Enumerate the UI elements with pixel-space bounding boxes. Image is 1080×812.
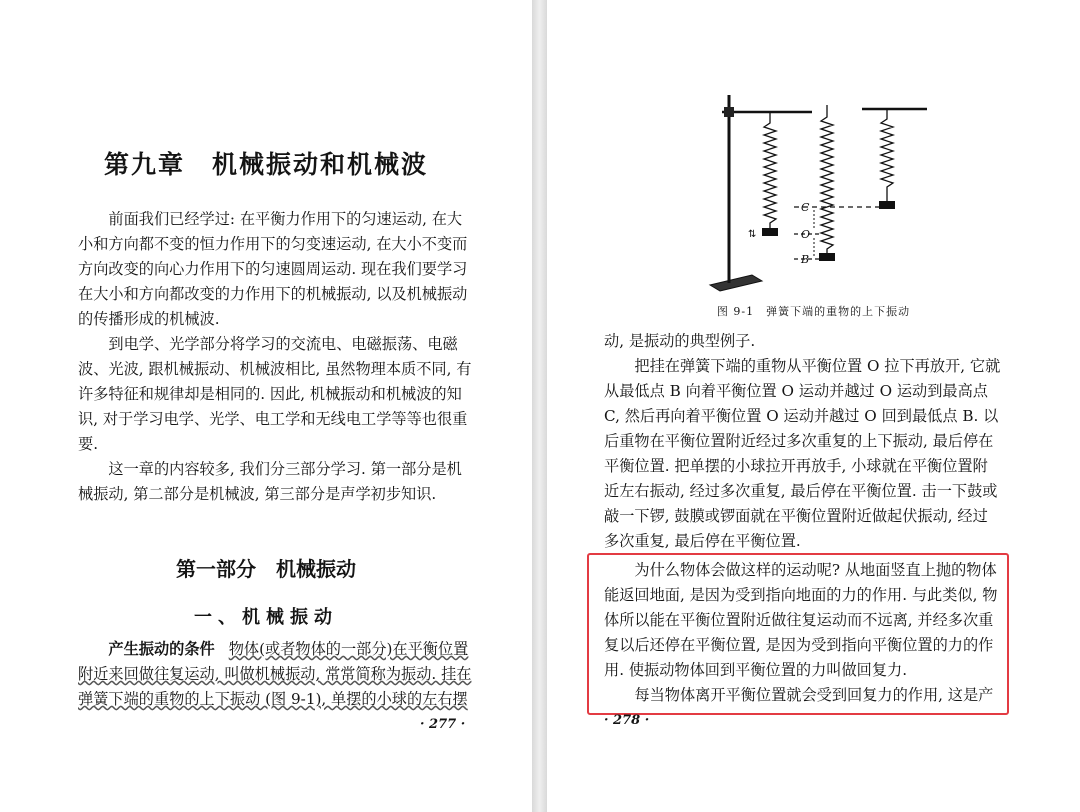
right-text [604,329,1002,554]
right-page [547,0,1080,812]
highlight-paragraph: 为什么物体会做这样的运动呢? 从地面竖直上抛的物体能返回地面, 是因为受到指向地面的力的作用. 与此类似, 物体所以能在平衡位置附近做往复运动而不远离, 并经多次重复以后还停在平衡位置, 是因为受到指向平衡位置的力的作用. 使振动物体回到平衡位置的力叫做回复力. [604,561,998,679]
intro-paragraph: 前面我们已经学过: 在平衡力作用下的匀速运动, 在大小和方向都不变的恒力作用下的匀变速运动, 在大小不变而方向改变的向心力作用下的匀速圆周运动. 现在我们要学习在大小和方向都改变的力作用下的机械振动, 以及机械振动的传播形成的机械波. [78,210,468,328]
chapter-title: 第九章 机械振动和机械波 [103,150,428,179]
intro-text [78,207,475,507]
section-title: 一、机械振动 [194,607,338,628]
section-body-text: 物体(或者物体的一部分)在平衡位置附近来回做往复运动, 叫做机械振动, 常常简称为振动. 挂在弹簧下端的重物的上下振动 (图 9-1), 单摆的小球的左右摆 [78,640,472,708]
continuation-text: 动, 是振动的典型例子. [604,332,756,350]
label-o: O [801,228,811,241]
page-number: · 278 · [604,713,650,728]
part-title: 第一部分 机械振动 [176,557,356,581]
left-page [0,0,532,812]
paragraph-text: 把挂在弹簧下端的重物从平衡位置 O 拉下再放开, 它就从最低点 B 向着平衡位置 O 运动并越过 O 运动到最高点 C, 然后再向着平衡位置 O 运动并越过 O 回到最低点 B. 以后重物在平衡位置附近经过多次重复的上下振动, 最后停在平衡位置. 把单摆的小球拉开再放手, 小球就在平衡位置附近左右振动, 经过多次重复, 最后停在平衡位置. 击一下鼓或敲一下锣, 鼓膜或锣面就在平衡位置附近做起伏振动, 经过多次重复, 最后停在平衡位置. [604,357,1001,550]
svg-text:⇅: ⇅ [748,229,757,240]
label-c: C [801,201,810,214]
intro-paragraph: 这一章的内容较多, 我们分三部分学习. 第一部分是机械振动, 第二部分是机械波, 第三部分是声学初步知识. [78,460,462,503]
last-line: 每当物体离开平衡位置就会受到回复力的作用, 这是产 [634,686,994,704]
page-number: · 277 · [420,717,466,732]
term-label: 产生振动的条件 [108,640,215,658]
label-b: B [801,253,810,266]
highlight-text [604,558,1002,708]
section-body [78,637,475,712]
figure-caption: 图 9-1 弹簧下端的重物的上下振动 [716,305,911,318]
intro-paragraph: 到电学、光学部分将学习的交流电、电磁振荡、电磁波、光波, 跟机械振动、机械波相比, 虽然物理本质不同, 有许多特征和规律却是相同的. 因此, 机械振动和机械波的知识, 对于学习电学、光学、电工学和无线电工学等等也很重要. [78,335,472,453]
spring-figure [702,85,942,295]
book-gutter [532,0,547,812]
